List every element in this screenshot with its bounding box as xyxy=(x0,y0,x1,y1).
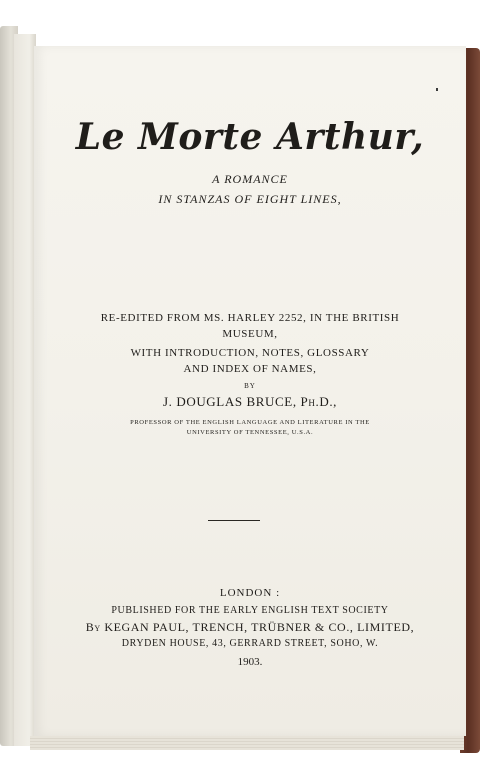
imprint-line-1: PUBLISHED FOR THE EARLY ENGLISH TEXT SOCIETY xyxy=(111,605,389,616)
edition-line-1: RE-EDITED FROM MS. HARLEY 2252, IN THE BRITISH xyxy=(100,312,400,324)
edition-line-3: WITH INTRODUCTION, NOTES, GLOSSARY xyxy=(130,347,370,359)
edition-line-2: MUSEUM, xyxy=(222,328,278,340)
author-title-line-2: UNIVERSITY OF TENNESSEE, U.S.A. xyxy=(186,429,314,436)
by-label: BY xyxy=(244,382,256,390)
book-title: Le Morte Arthur, xyxy=(75,116,425,158)
page-edges xyxy=(30,736,464,750)
edition-line-4: AND INDEX OF NAMES, xyxy=(183,363,317,375)
imprint-year: 1903. xyxy=(237,656,263,668)
subtitle-line-2: IN STANZAS OF EIGHT LINES, xyxy=(158,192,342,206)
imprint-place: LONDON : xyxy=(219,587,281,599)
ink-speck xyxy=(436,88,438,91)
author-title-line-1: PROFESSOR OF THE ENGLISH LANGUAGE AND LITERATURE IN THE xyxy=(130,419,370,426)
divider-rule xyxy=(208,520,260,521)
imprint-line-3: DRYDEN HOUSE, 43, GERRARD STREET, SOHO, W. xyxy=(121,638,379,649)
title-page xyxy=(34,46,466,736)
author-name: J. DOUGLAS BRUCE, Ph.D., xyxy=(162,394,338,409)
book xyxy=(0,18,486,753)
front-cover-edge xyxy=(14,34,36,746)
imprint-line-2: By KEGAN PAUL, TRENCH, TRÜBNER & CO., LIMITED, xyxy=(85,620,415,634)
subtitle-line-1: A ROMANCE xyxy=(212,172,288,186)
